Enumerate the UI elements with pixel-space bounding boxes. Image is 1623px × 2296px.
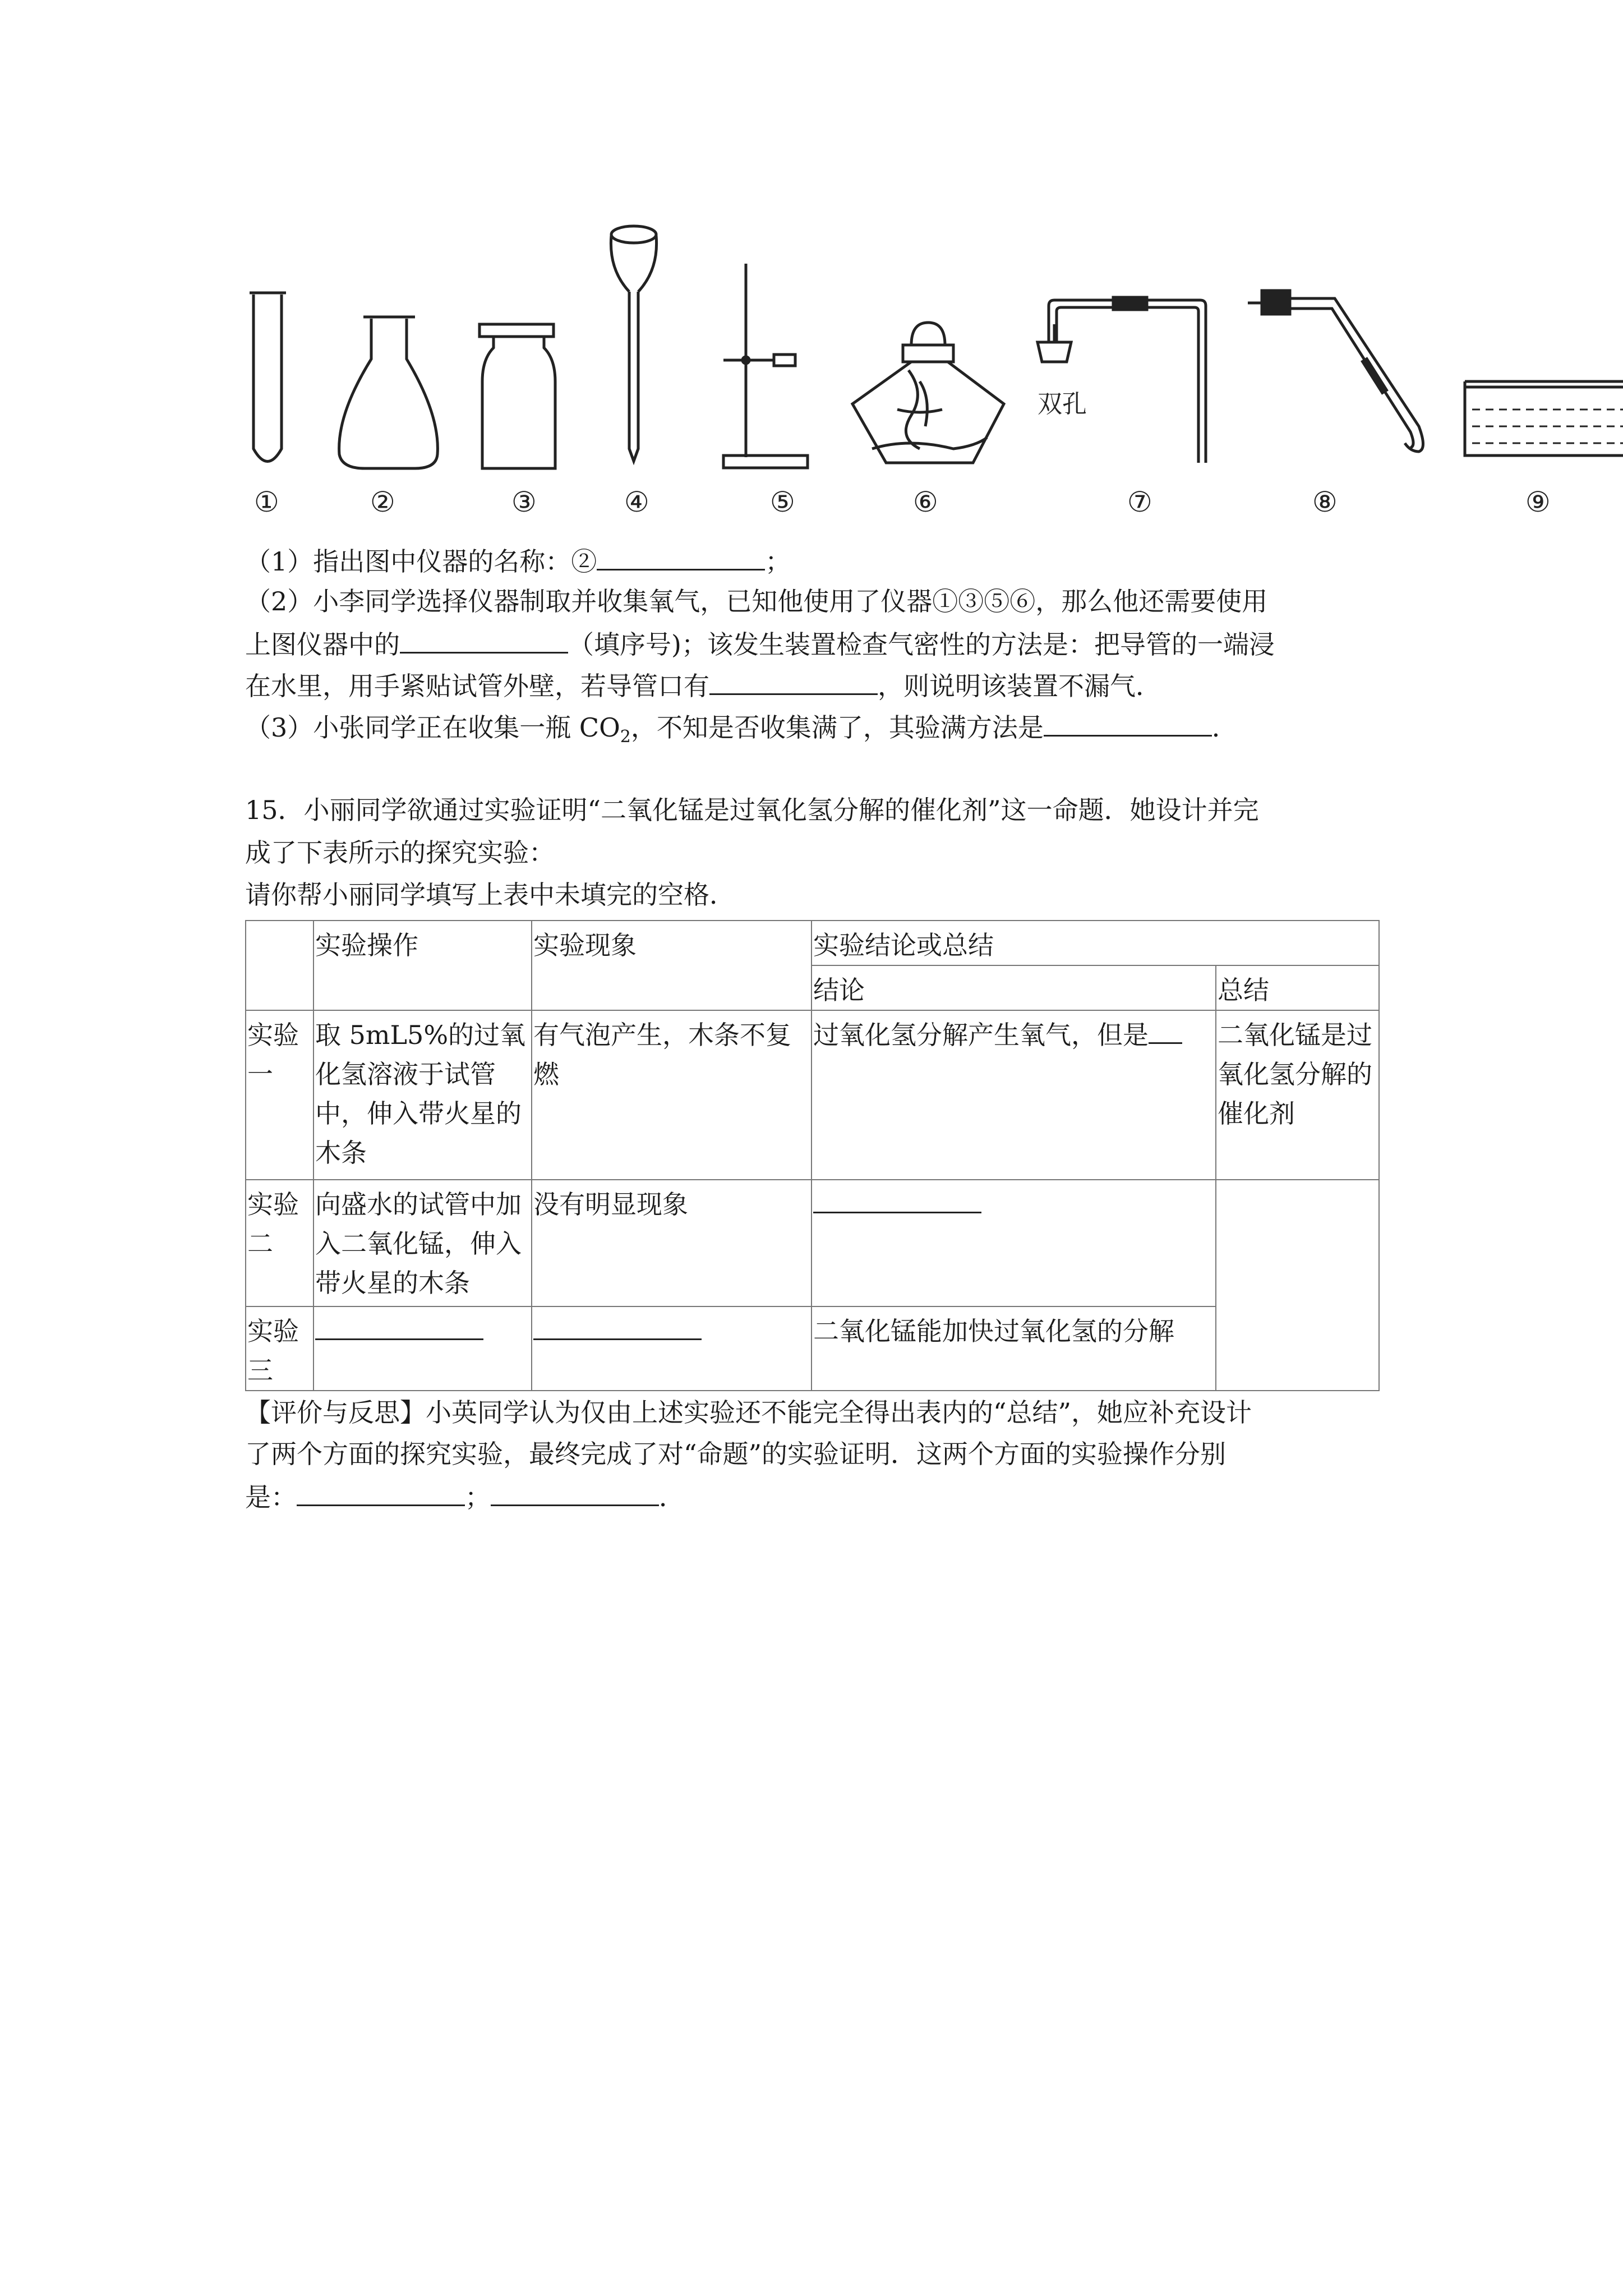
row1-name: 实验一 [246,1010,313,1180]
row1-phenomenon: 有气泡产生，木条不复燃 [532,1010,811,1180]
gas-bottle-drawing [479,324,555,468]
row3-conclusion: 二氧化锰能加快过氧化氢的分解 [811,1306,1216,1391]
q15-line1: 15．小丽同学欲通过实验证明“二氧化锰是过氧化氢分解的催化剂”这一命题．她设计并完 [245,795,1259,825]
apparatus-diagram [0,0,1623,539]
double-hole-label: 双孔 [1038,390,1087,418]
apparatus-label-3: ③ [511,486,537,518]
apparatus-label-7: ⑦ [1127,486,1152,518]
row3-name: 实验三 [246,1306,313,1391]
q14-part2-line2: 上图仪器中的 （填序号)；该发生装置检查气密性的方法是：把导管的一端浸 [245,626,1275,661]
row1-summary: 二氧化锰是过氧化氢分解的催化剂 [1216,1010,1379,1180]
answer-blank-4[interactable] [1044,709,1212,737]
row1-conclusion: 过氧化氢分解产生氧气，但是 [811,1010,1216,1180]
alcohol-lamp-drawing [852,323,1004,463]
apparatus-label-5: ⑤ [770,486,795,518]
thistle-funnel-drawing [611,226,656,461]
table-blank-row3-phenomenon[interactable] [533,1313,702,1340]
q14-part3: （3）小张同学正在收集一瓶 $CO_2$，不知是否收集满了，其验满方法是 ． [245,709,1238,754]
experiment-table [245,920,1380,1391]
header-conclusion: 结论 [811,965,1216,1010]
table-corner-cell [246,921,313,1010]
header-summary: 总结 [1216,965,1379,1010]
q14-part2-line1: （2）小李同学选择仪器制取并收集氧气，已知他使用了仪器①③⑤⑥，那么他还需要使用 [245,586,1268,616]
table-blank-row2[interactable] [813,1186,981,1213]
test-tube-drawing [250,293,286,462]
q15-line3: 请你帮小丽同学填写上表中未填完的空格． [245,880,735,910]
header-phenomenon: 实验现象 [532,921,811,1010]
q15-line2: 成了下表所示的探究实验： [245,838,555,868]
row2-name: 实验二 [246,1180,313,1306]
apparatus-label-9: ⑨ [1525,486,1551,518]
row2-operation: 向盛水的试管中加入二氧化锰，伸入带火星的木条 [313,1180,532,1306]
table-blank-row3-operation[interactable] [315,1313,483,1340]
answer-blank-2[interactable] [400,626,568,654]
reflect-line3: 是： ； ． [245,1479,685,1514]
conical-flask-drawing [339,317,438,468]
apparatus-label-2: ② [370,486,395,518]
apparatus-label-8: ⑧ [1312,486,1338,518]
answer-blank-reflect-2[interactable] [491,1479,659,1506]
reflect-line1: 【评价与反思】小英同学认为仅由上述实验还不能完全得出表内的“总结”，她应补充设计 [245,1397,1252,1428]
water-trough-drawing [1465,381,1623,455]
apparatus-label-1: ① [254,486,279,518]
row2-phenomenon: 没有明显现象 [532,1180,811,1306]
answer-blank-1[interactable] [597,543,765,570]
reflect-line2: 了两个方面的探究实验，最终完成了对“命题”的实验证明．这两个方面的实验操作分别 [245,1439,1227,1469]
q14-part2-line3: 在水里，用手紧贴试管外壁，若导管口有 ，则说明该装置不漏气． [245,668,1161,703]
header-conclusion-summary: 实验结论或总结 [811,921,1379,965]
row2-conclusion [811,1180,1216,1306]
apparatus-label-6: ⑥ [913,486,938,518]
answer-blank-reflect-1[interactable] [297,1479,465,1506]
row3-phenomenon [532,1306,811,1391]
iron-stand-drawing [723,264,808,468]
row1-operation: 取 5mL5%的过氧化氢溶液于试管中，伸入带火星的木条 [313,1010,532,1180]
row3-operation [313,1306,532,1391]
summary-empty-cell [1216,1180,1379,1391]
delivery-tube-drawing [1248,291,1423,452]
q14-part1: （1）指出图中仪器的名称：② ； [245,543,791,578]
stopper-tube-drawing [1038,297,1206,463]
apparatus-label-4: ④ [624,486,649,518]
header-operation: 实验操作 [313,921,532,1010]
answer-blank-3[interactable] [709,668,878,695]
table-blank-row1[interactable] [1149,1016,1182,1044]
